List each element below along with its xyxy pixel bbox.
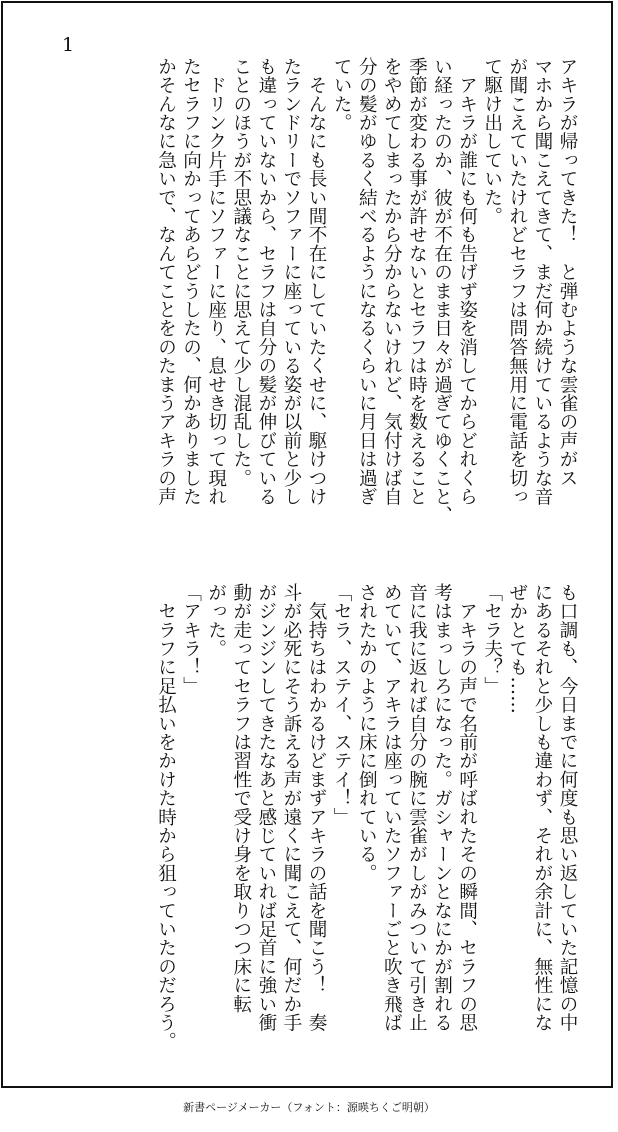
text-line: アキラが誰にも何も告げず姿を消してからどれくら (456, 57, 478, 506)
text-line: ていた。 (331, 57, 353, 132)
text-line: て駆け出していた。 (481, 57, 503, 226)
text-line: 考はまっしろになった。ガシャーンとなにかが割れる (431, 583, 453, 1032)
text-line: がジンジンしてきたなあと感じていれば足首に強い衝 (255, 583, 277, 1032)
text-line: 斗が必死にそう訴える声が遠くに聞こえて、何だか手 (280, 583, 302, 1032)
text-line: たセラフに向かってあらどうしたの、何かありました (180, 57, 202, 506)
text-line: 季節が変わる事が許せないとセラフは時を数えること (406, 57, 428, 506)
page-number: 1 (62, 34, 75, 56)
text-line: ぜかとても…… (506, 583, 528, 714)
text-line: い経ったのか、彼が不在のまま日々が過ぎてゆくこと、 (431, 57, 453, 525)
manuscript-page (1, 1, 613, 1088)
text-line: アキラが帰ってきた！ と弾むような雲雀の声がス (557, 57, 578, 488)
text-line: をやめてしまったから分からないけれど、気付けば自 (381, 57, 403, 506)
footer-caption: 新書ページメーカー（フォント：源暎ちくご明朝） (183, 1101, 435, 1114)
lower-text-block (60, 583, 580, 1063)
text-line: にあるそれと少しも違わず、それが余計に、無性にな (531, 583, 553, 1032)
text-line: ドリンク片手にソファーに座り、息せき切って現れ (205, 57, 227, 506)
text-line: セラフに足払いをかけた時から狙っていたのだろう。 (155, 583, 177, 1051)
text-line: そんなにも長い間不在にしていたくせに、駆けつけ (306, 57, 328, 506)
text-line: 動が走ってセラフは習性で受け身を取りつつ床に転 (230, 583, 252, 1014)
text-line: たランドリーでソファーに座っている姿が以前と少し (280, 57, 302, 506)
text-line: 気持ちはわかるけどまずアキラの話を聞こう！ 奏 (306, 583, 328, 1032)
text-line: 「セラ夫？」 (481, 583, 503, 696)
text-line: ことのほうが不思議なことに思えて少し混乱した。 (230, 57, 252, 488)
text-line: マホから聞こえてきて、まだ何か続けているような音 (531, 57, 553, 506)
text-line: アキラの声で名前が呼ばれたその瞬間、セラフの思 (456, 583, 478, 1032)
text-line: がった。 (205, 583, 227, 658)
text-line: かそんなに急いで、なんてことをのたまうアキラの声 (155, 57, 177, 506)
text-line: も口調も、今日までに何度も思い返していた記憶の中 (557, 583, 578, 1032)
text-line: 「アキラ！」 (180, 583, 202, 696)
text-line: 音に我に返れば自分の腕に雲雀がしがみついて引き止 (406, 583, 428, 1032)
text-line: 分の髪がゆるく結べるようになるくらいに月日は過ぎ (356, 57, 378, 506)
upper-text-block (60, 57, 580, 537)
text-line: めていて、アキラは座っていたソファーごと吹き飛ば (381, 583, 403, 1032)
text-line: 「セラ、ステイ、ステイ！」 (331, 583, 353, 827)
text-line: されたかのように床に倒れている。 (356, 583, 378, 883)
text-line: も違っていないから、セラフは自分の髪が伸びている (255, 57, 277, 506)
text-line: が聞こえていたけれどセラフは問答無用に電話を切っ (506, 57, 528, 506)
